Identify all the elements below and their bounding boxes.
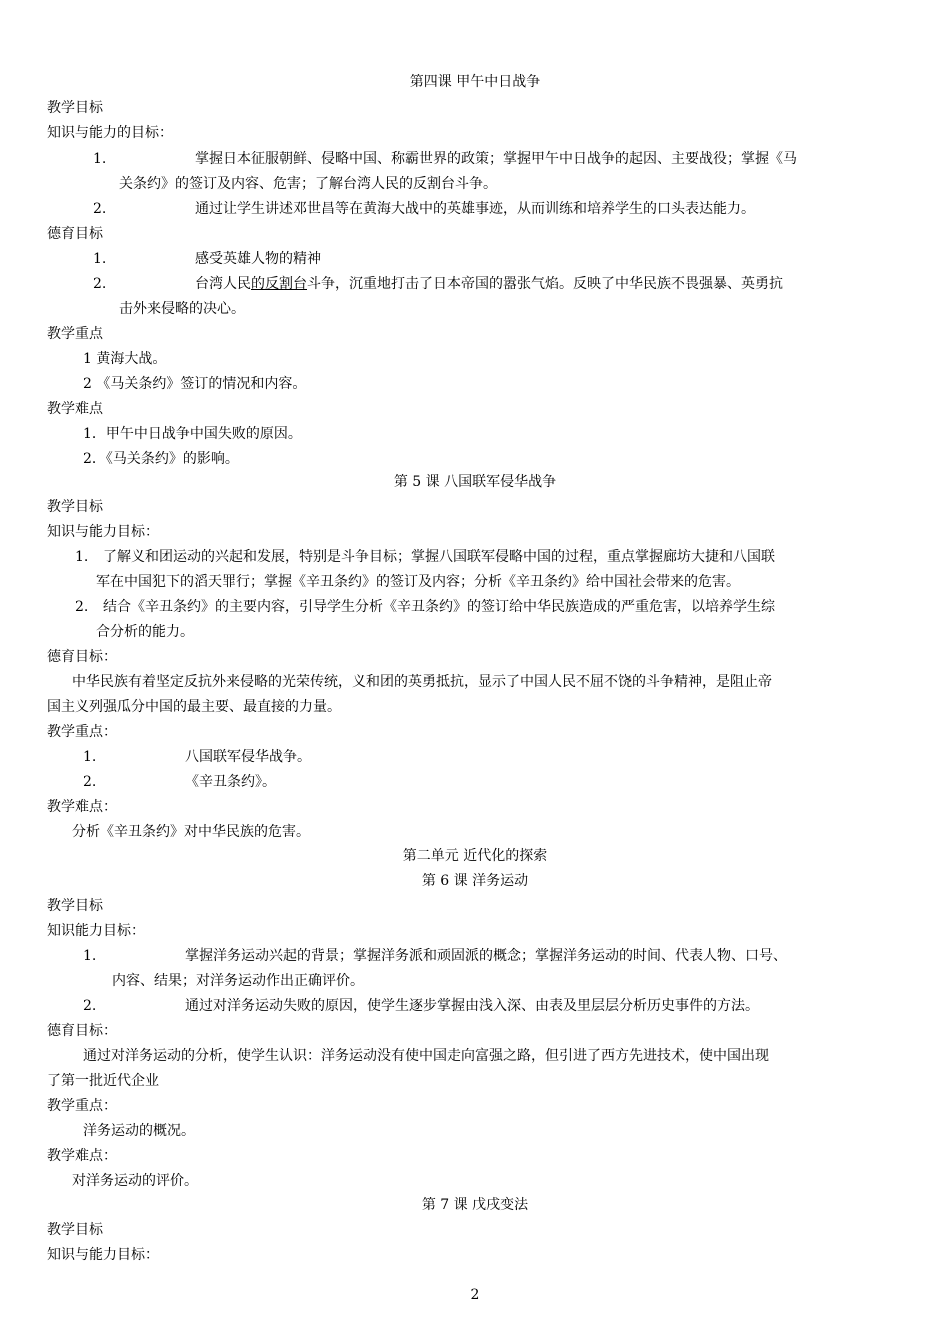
lesson6-diff1: 对洋务运动的评价。 bbox=[72, 1173, 198, 1189]
lesson4-k2-line1: 通过让学生讲述邓世昌等在黄海大战中的英雄事迹，从而训练和培养学生的口头表达能力。 bbox=[195, 201, 755, 217]
lesson5-key-heading: 教学重点： bbox=[47, 724, 117, 740]
lesson5-diff-heading: 教学难点： bbox=[47, 799, 117, 815]
lesson5-key1-number: 1. bbox=[83, 749, 97, 765]
lesson4-goals-heading: 教学目标 bbox=[47, 100, 103, 116]
lesson6-moral-line1: 通过对洋务运动的分析，使学生认识：洋务运动没有使中国走向富强之路，但引进了西方先进技术，使中国出现 bbox=[83, 1048, 769, 1064]
lesson6-key1: 洋务运动的概况。 bbox=[83, 1123, 195, 1139]
m2-text-pre: 台湾人民 bbox=[195, 276, 251, 292]
lesson5-moral-heading: 德育目标： bbox=[47, 649, 117, 665]
lesson5-key2-number: 2. bbox=[83, 774, 97, 790]
lesson4-k1-line2: 关条约》的签订及内容、危害；了解台湾人民的反割台斗争。 bbox=[119, 176, 497, 192]
lesson6-k1-number: 1. bbox=[83, 948, 97, 964]
lesson5-key1: 八国联军侵华战争。 bbox=[185, 749, 311, 765]
lesson5-knowledge-heading: 知识与能力目标： bbox=[47, 524, 159, 540]
lesson4-m2-line2: 击外来侵略的决心。 bbox=[119, 301, 245, 317]
lesson4-diff-heading: 教学难点 bbox=[47, 401, 103, 417]
lesson6-k1-line1: 掌握洋务运动兴起的背景；掌握洋务派和顽固派的概念；掌握洋务运动的时间、代表人物、口号、 bbox=[185, 948, 787, 964]
lesson6-key-heading: 教学重点： bbox=[47, 1098, 117, 1114]
page-number: 2 bbox=[470, 1287, 480, 1303]
lesson4-k2-number: 2. bbox=[93, 201, 107, 217]
lesson5-moral-line1: 中华民族有着坚定反抗外来侵略的光荣传统，义和团的英勇抵抗，显示了中国人民不屈不饶的斗争精神，是阻止帝 bbox=[72, 674, 772, 690]
lesson4-m2-number: 2. bbox=[93, 276, 107, 292]
lesson5-goals-heading: 教学目标 bbox=[47, 499, 103, 515]
lesson6-k1-line2: 内容、结果；对洋务运动作出正确评价。 bbox=[112, 973, 364, 989]
lesson5-diff1: 分析《辛丑条约》对中华民族的危害。 bbox=[72, 824, 310, 840]
lesson6-diff-heading: 教学难点： bbox=[47, 1148, 117, 1164]
lesson7-goals-heading: 教学目标 bbox=[47, 1222, 103, 1238]
lesson6-goals-heading: 教学目标 bbox=[47, 898, 103, 914]
unit2-title: 第二单元 近代化的探索 bbox=[402, 848, 548, 864]
lesson5-title: 第 5 课 八国联军侵华战争 bbox=[393, 474, 557, 490]
lesson6-moral-line2: 了第一批近代企业 bbox=[47, 1073, 159, 1089]
lesson5-moral-line2: 国主义列强瓜分中国的最主要、最直接的力量。 bbox=[47, 699, 341, 715]
lesson5-k1-line1: 了解义和团运动的兴起和发展，特别是斗争目标；掌握八国联军侵略中国的过程，重点掌握廊坊大捷和八国联 bbox=[103, 549, 775, 565]
lesson7-knowledge-heading: 知识与能力目标： bbox=[47, 1247, 159, 1263]
lesson4-title: 第四课 甲午中日战争 bbox=[409, 74, 541, 90]
lesson4-knowledge-heading: 知识与能力的目标： bbox=[47, 125, 173, 141]
lesson4-k1-number: 1. bbox=[93, 151, 107, 167]
lesson6-title: 第 6 课 洋务运动 bbox=[421, 873, 529, 889]
lesson6-moral-heading: 德育目标： bbox=[47, 1023, 117, 1039]
lesson5-k1-number: 1. bbox=[75, 549, 89, 565]
lesson5-k2-line2: 合分析的能力。 bbox=[96, 624, 194, 640]
lesson5-k1-line2: 军在中国犯下的滔天罪行；掌握《辛丑条约》的签订及内容；分析《辛丑条约》给中国社会带来的危害。 bbox=[96, 574, 740, 590]
lesson4-diff2: 2．《马关条约》的影响。 bbox=[83, 451, 239, 467]
lesson4-key-heading: 教学重点 bbox=[47, 326, 103, 342]
lesson4-diff1: 1．甲午中日战争中国失败的原因。 bbox=[83, 426, 302, 442]
lesson5-k2-number: 2. bbox=[75, 599, 89, 615]
lesson4-k1-line1: 掌握日本征服朝鲜、侵略中国、称霸世界的政策；掌握甲午中日战争的起因、主要战役；掌握《马 bbox=[195, 151, 797, 167]
lesson5-key2: 《辛丑条约》。 bbox=[185, 774, 276, 790]
m2-text-post: 斗争，沉重地打击了日本帝国的嚣张气焰。反映了中华民族不畏强暴、英勇抗 bbox=[307, 276, 783, 292]
lesson4-m1-number: 1. bbox=[93, 251, 107, 267]
lesson4-moral-heading: 德育目标 bbox=[47, 226, 103, 242]
lesson4-key2: 2 《马关条约》签订的情况和内容。 bbox=[83, 376, 307, 392]
lesson6-knowledge-heading: 知识能力目标： bbox=[47, 923, 145, 939]
lesson4-m1-line1: 感受英雄人物的精神 bbox=[195, 251, 321, 267]
lesson7-title: 第 7 课 戊戌变法 bbox=[421, 1197, 529, 1213]
m2-text-underlined: 的反割台 bbox=[251, 276, 307, 292]
lesson4-m2-line1 bbox=[195, 274, 783, 294]
lesson4-key1: 1 黄海大战。 bbox=[83, 351, 167, 367]
lesson5-k2-line1: 结合《辛丑条约》的主要内容，引导学生分析《辛丑条约》的签订给中华民族造成的严重危害，以培养学生综 bbox=[103, 599, 775, 615]
lesson6-k2-line1: 通过对洋务运动失败的原因，使学生逐步掌握由浅入深、由表及里层层分析历史事件的方法。 bbox=[185, 998, 759, 1014]
lesson6-k2-number: 2. bbox=[83, 998, 97, 1014]
